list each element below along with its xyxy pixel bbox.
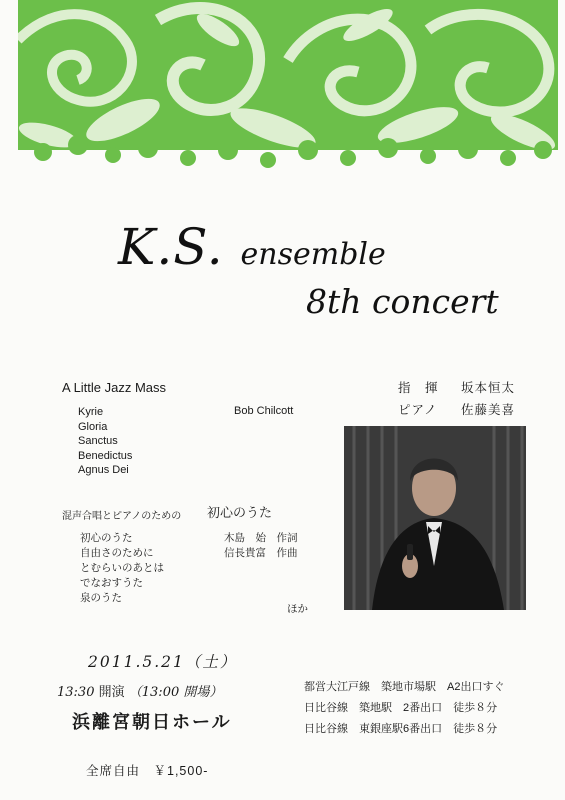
performer-name: 坂本恒太	[460, 380, 515, 395]
door-open-time: （13:00 開場）	[128, 685, 223, 700]
venue-name: 浜離宮朝日ホール	[72, 712, 232, 732]
ensemble-word: ensemble	[240, 237, 386, 272]
mass-composer: Bob Chilcott	[234, 405, 294, 417]
performer-role: 指 揮	[398, 380, 439, 395]
concert-time	[57, 681, 222, 700]
suite-subtitle: 混声合唱とピアノのための	[62, 511, 182, 522]
ticket-price: 全席自由 ￥1,500-	[86, 764, 209, 778]
suite-title: 初心のうた	[207, 505, 273, 520]
mass-movement: Sanctus	[78, 435, 118, 447]
suite-lyricist: 木島 始 作詞	[224, 532, 298, 544]
access-line: 日比谷線 東銀座駅6番出口 徒歩８分	[304, 723, 498, 735]
performer-row	[398, 377, 515, 399]
concert-edition: 8th concert	[306, 282, 499, 321]
conductor-photo	[344, 426, 526, 610]
ensemble-initials: K.S.	[118, 218, 224, 276]
mass-movement: Agnus Dei	[78, 464, 129, 476]
suite-song: 泉のうた	[80, 592, 122, 604]
access-directions	[304, 677, 504, 740]
mass-movement-list	[78, 405, 132, 478]
suite-song: でなおすうた	[80, 577, 143, 589]
mass-movement: Benedictus	[78, 449, 133, 462]
suite-composer: 信長貴富 作曲	[224, 547, 298, 559]
concert-date: 2011.5.21（土）	[88, 653, 238, 671]
decorative-paisley-banner	[18, 0, 558, 178]
suite-song: 初心のうた	[80, 532, 133, 544]
start-time: 13:30	[57, 685, 95, 700]
suite-song: とむらいのあとは	[80, 562, 164, 574]
performer-role: ピアノ	[398, 402, 438, 417]
mass-title: A Little Jazz Mass	[62, 380, 167, 395]
concert-title-group	[118, 218, 386, 276]
suite-song-list	[80, 531, 164, 606]
performer-row	[398, 399, 515, 421]
access-line: 都営大江戸線 築地市場駅 A2出口すぐ	[304, 681, 505, 693]
start-label: 開演	[98, 684, 125, 699]
mass-movement: Kyrie	[78, 406, 104, 418]
mass-movement: Gloria	[78, 420, 108, 433]
performer-name: 佐藤美喜	[460, 402, 515, 417]
others-note: ほか	[287, 603, 308, 615]
suite-song: 自由さのために	[80, 547, 154, 559]
access-line: 日比谷線 築地駅 2番出口 徒歩８分	[304, 702, 498, 714]
performer-credits	[398, 377, 515, 421]
suite-credits	[224, 531, 298, 561]
